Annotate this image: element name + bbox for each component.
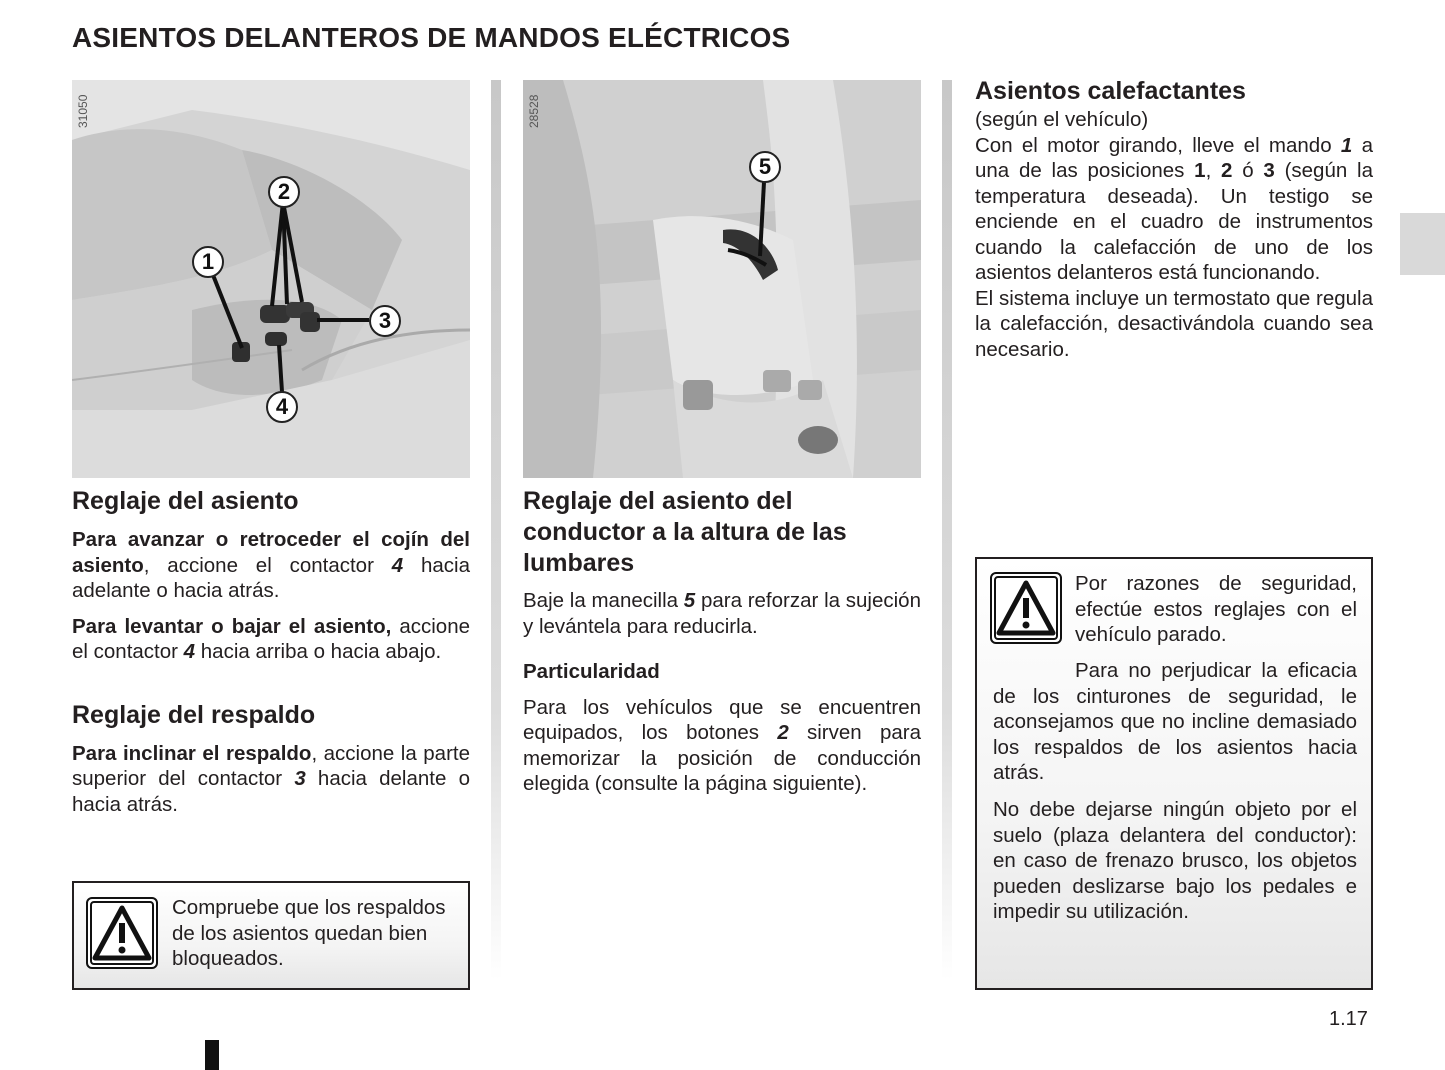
heated-seats-heading: Asientos calefactantes [975,77,1246,105]
warning-box-backrest [72,881,470,990]
column-left [72,80,470,817]
callout-3: 3 [369,305,401,337]
warning-safety-text-1: Por razones de seguridad, efectúe estos reglajes con el vehículo parado. [1075,572,1357,646]
column-right [975,76,1373,362]
column-divider-2 [942,80,952,980]
page-number: 1.17 [1329,1008,1368,1030]
column-middle [523,80,921,797]
warning-safety-text-3: No debe dejarse ningún objeto por el suelo (plaza delantera del conductor): en caso de frenazo brusco, los objetos pueden deslizarse bajo los pedales e impedir su utilización. [993,798,1357,923]
photo-reference-code: 28528 [527,94,541,128]
heated-seats-paragraph-1: Con el motor girando, lleve el mando 1 a una de las posiciones 1, 2 ó 3 (según la temperatura deseada). Un testigo se enciende en el cuadro de instrumentos cuando la calefacción de uno de los asientos delanteros está funcionando. [975,133,1373,284]
page-title: ASIENTOS DELANTEROS DE MANDOS ELÉCTRICOS [72,22,791,53]
lumbar-paragraph: Baje la manecilla 5 para reforzar la sujeción y levántela para reducirla. [523,589,921,638]
footer-marker [205,1040,219,1070]
warning-icon [990,572,1062,644]
lumbar-lever-photo [523,80,921,478]
seat-adjust-paragraph-1: Para avanzar o retroceder el cojín del asiento, accione el contactor 4 hacia adelante o hacia atrás. [72,528,470,602]
callout-4: 4 [266,391,298,423]
callout-1: 1 [192,246,224,278]
warning-backrest-text: Compruebe que los respaldos de los asientos quedan bien bloqueados. [172,896,446,970]
seat-controls-photo [72,80,470,478]
callout-5: 5 [749,151,781,183]
heated-seats-paragraph-2: El sistema incluye un termostato que regula la calefacción, desactivándola cuando sea necesario. [975,286,1373,361]
warning-icon [86,897,158,969]
callout-2: 2 [268,176,300,208]
particularity-paragraph: Para los vehículos que se encuentren equipados, los botones 2 sirven para memorizar la posición de conducción elegida (consulte la página siguiente). [523,695,921,795]
photo-reference-code: 31050 [76,94,90,128]
section-tab-marker [1400,213,1445,275]
lumbar-heading: Reglaje del asiento del conductor a la altura de las lumbares [523,487,847,577]
backrest-paragraph: Para inclinar el respaldo, accione la parte superior del contactor 3 hacia delante o hacia atrás. [72,741,470,816]
seat-adjust-heading: Reglaje del asiento [72,487,299,515]
heated-seats-note: (según el vehículo) [975,108,1149,131]
warning-safety-text-2: Para no perjudicar la eficacia de los cinturones de seguridad, le aconsejamos que no incline demasiado los respaldos de los asientos hacia atrás. [993,659,1357,784]
column-divider-1 [491,80,501,980]
lumbar-illustration [523,80,921,478]
seat-adjust-paragraph-2: Para levantar o bajar el asiento, accione el contactor 4 hacia arriba o hacia abajo. [72,614,471,663]
particularity-heading: Particularidad [523,660,660,683]
warning-box-safety [975,557,1373,990]
backrest-heading: Reglaje del respaldo [72,700,316,729]
